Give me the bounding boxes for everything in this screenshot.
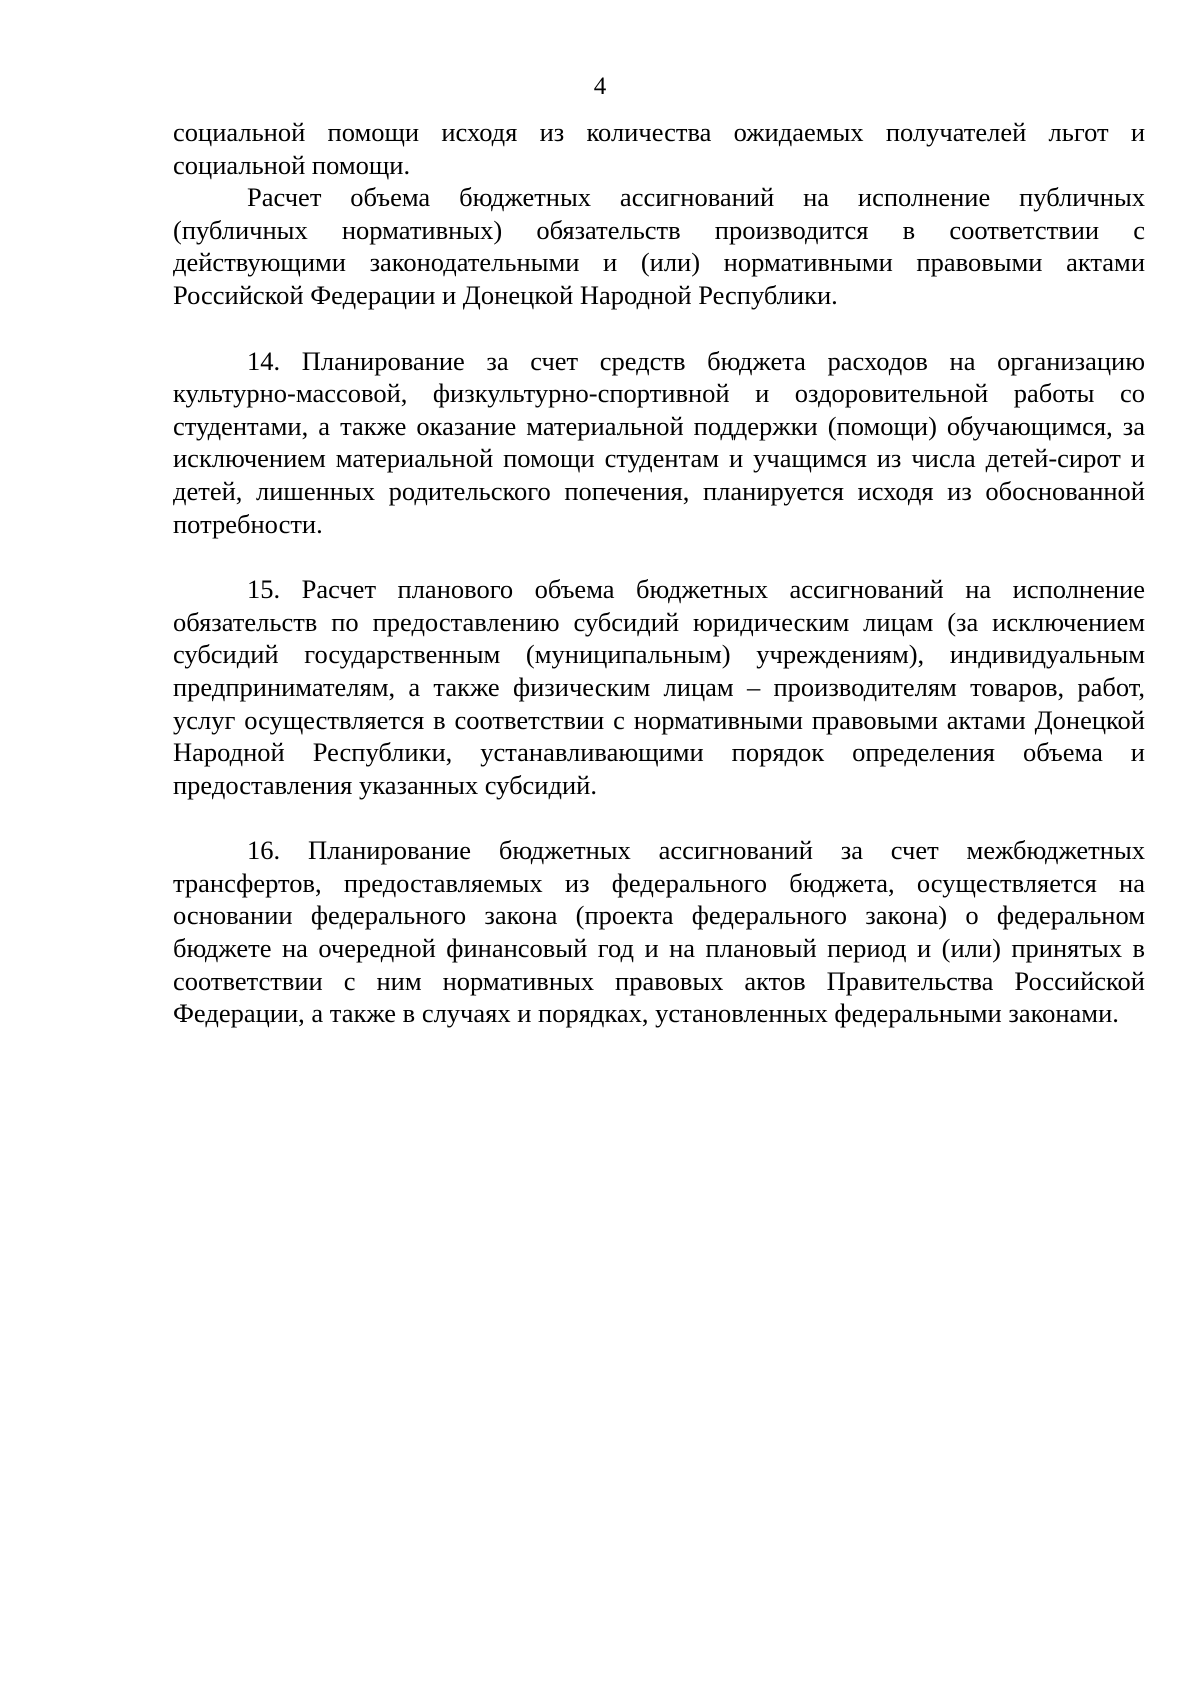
paragraph-continuation: социальной помощи исходя из количества ожидаемых получателей льгот и социальной помощи. bbox=[173, 117, 1145, 180]
page-number: 4 bbox=[593, 73, 607, 100]
document-body bbox=[173, 116, 1145, 1030]
paragraph-public-obligations: Расчет объема бюджетных ассигнований на исполнение публичных (публичных нормативных) обязательств производится в соответствии с действующими законодательными и (или) нормативными правовыми актами Российской Федерации и Донецкой Народной Республики. bbox=[173, 182, 1145, 310]
paragraph-item-15: 15. Расчет планового объема бюджетных ассигнований на исполнение обязательств по предоставлению субсидий юридическим лицам (за исключением субсидий государственным (муниципальным) учреждениям), индивидуальным предпринимателям, а также физическим лицам – производителям товаров, работ, услуг осуществляется в соответствии с нормативными правовыми актами Донецкой Народной Республики, устанавливающими порядок определения объема и предоставления указанных субсидий. bbox=[173, 574, 1145, 800]
paragraph-item-16: 16. Планирование бюджетных ассигнований за счет межбюджетных трансфертов, предоставляемых из федерального бюджета, осуществляется на основании федерального закона (проекта федерального закона) о федеральном бюджете на очередной финансовый год и на плановый период и (или) принятых в соответствии с ним нормативных правовых актов Правительства Российской Федерации, а также в случаях и порядках, установленных федеральными законами. bbox=[173, 835, 1145, 1029]
paragraph-item-14: 14. Планирование за счет средств бюджета расходов на организацию культурно-массовой, физкультурно-спортивной и оздоровительной работы со студентами, а также оказание материальной поддержки (помощи) обучающимся, за исключением материальной помощи студентам и учащимся из числа детей-сирот и детей, лишенных родительского попечения, планируется исходя из обоснованной потребности. bbox=[173, 345, 1145, 539]
